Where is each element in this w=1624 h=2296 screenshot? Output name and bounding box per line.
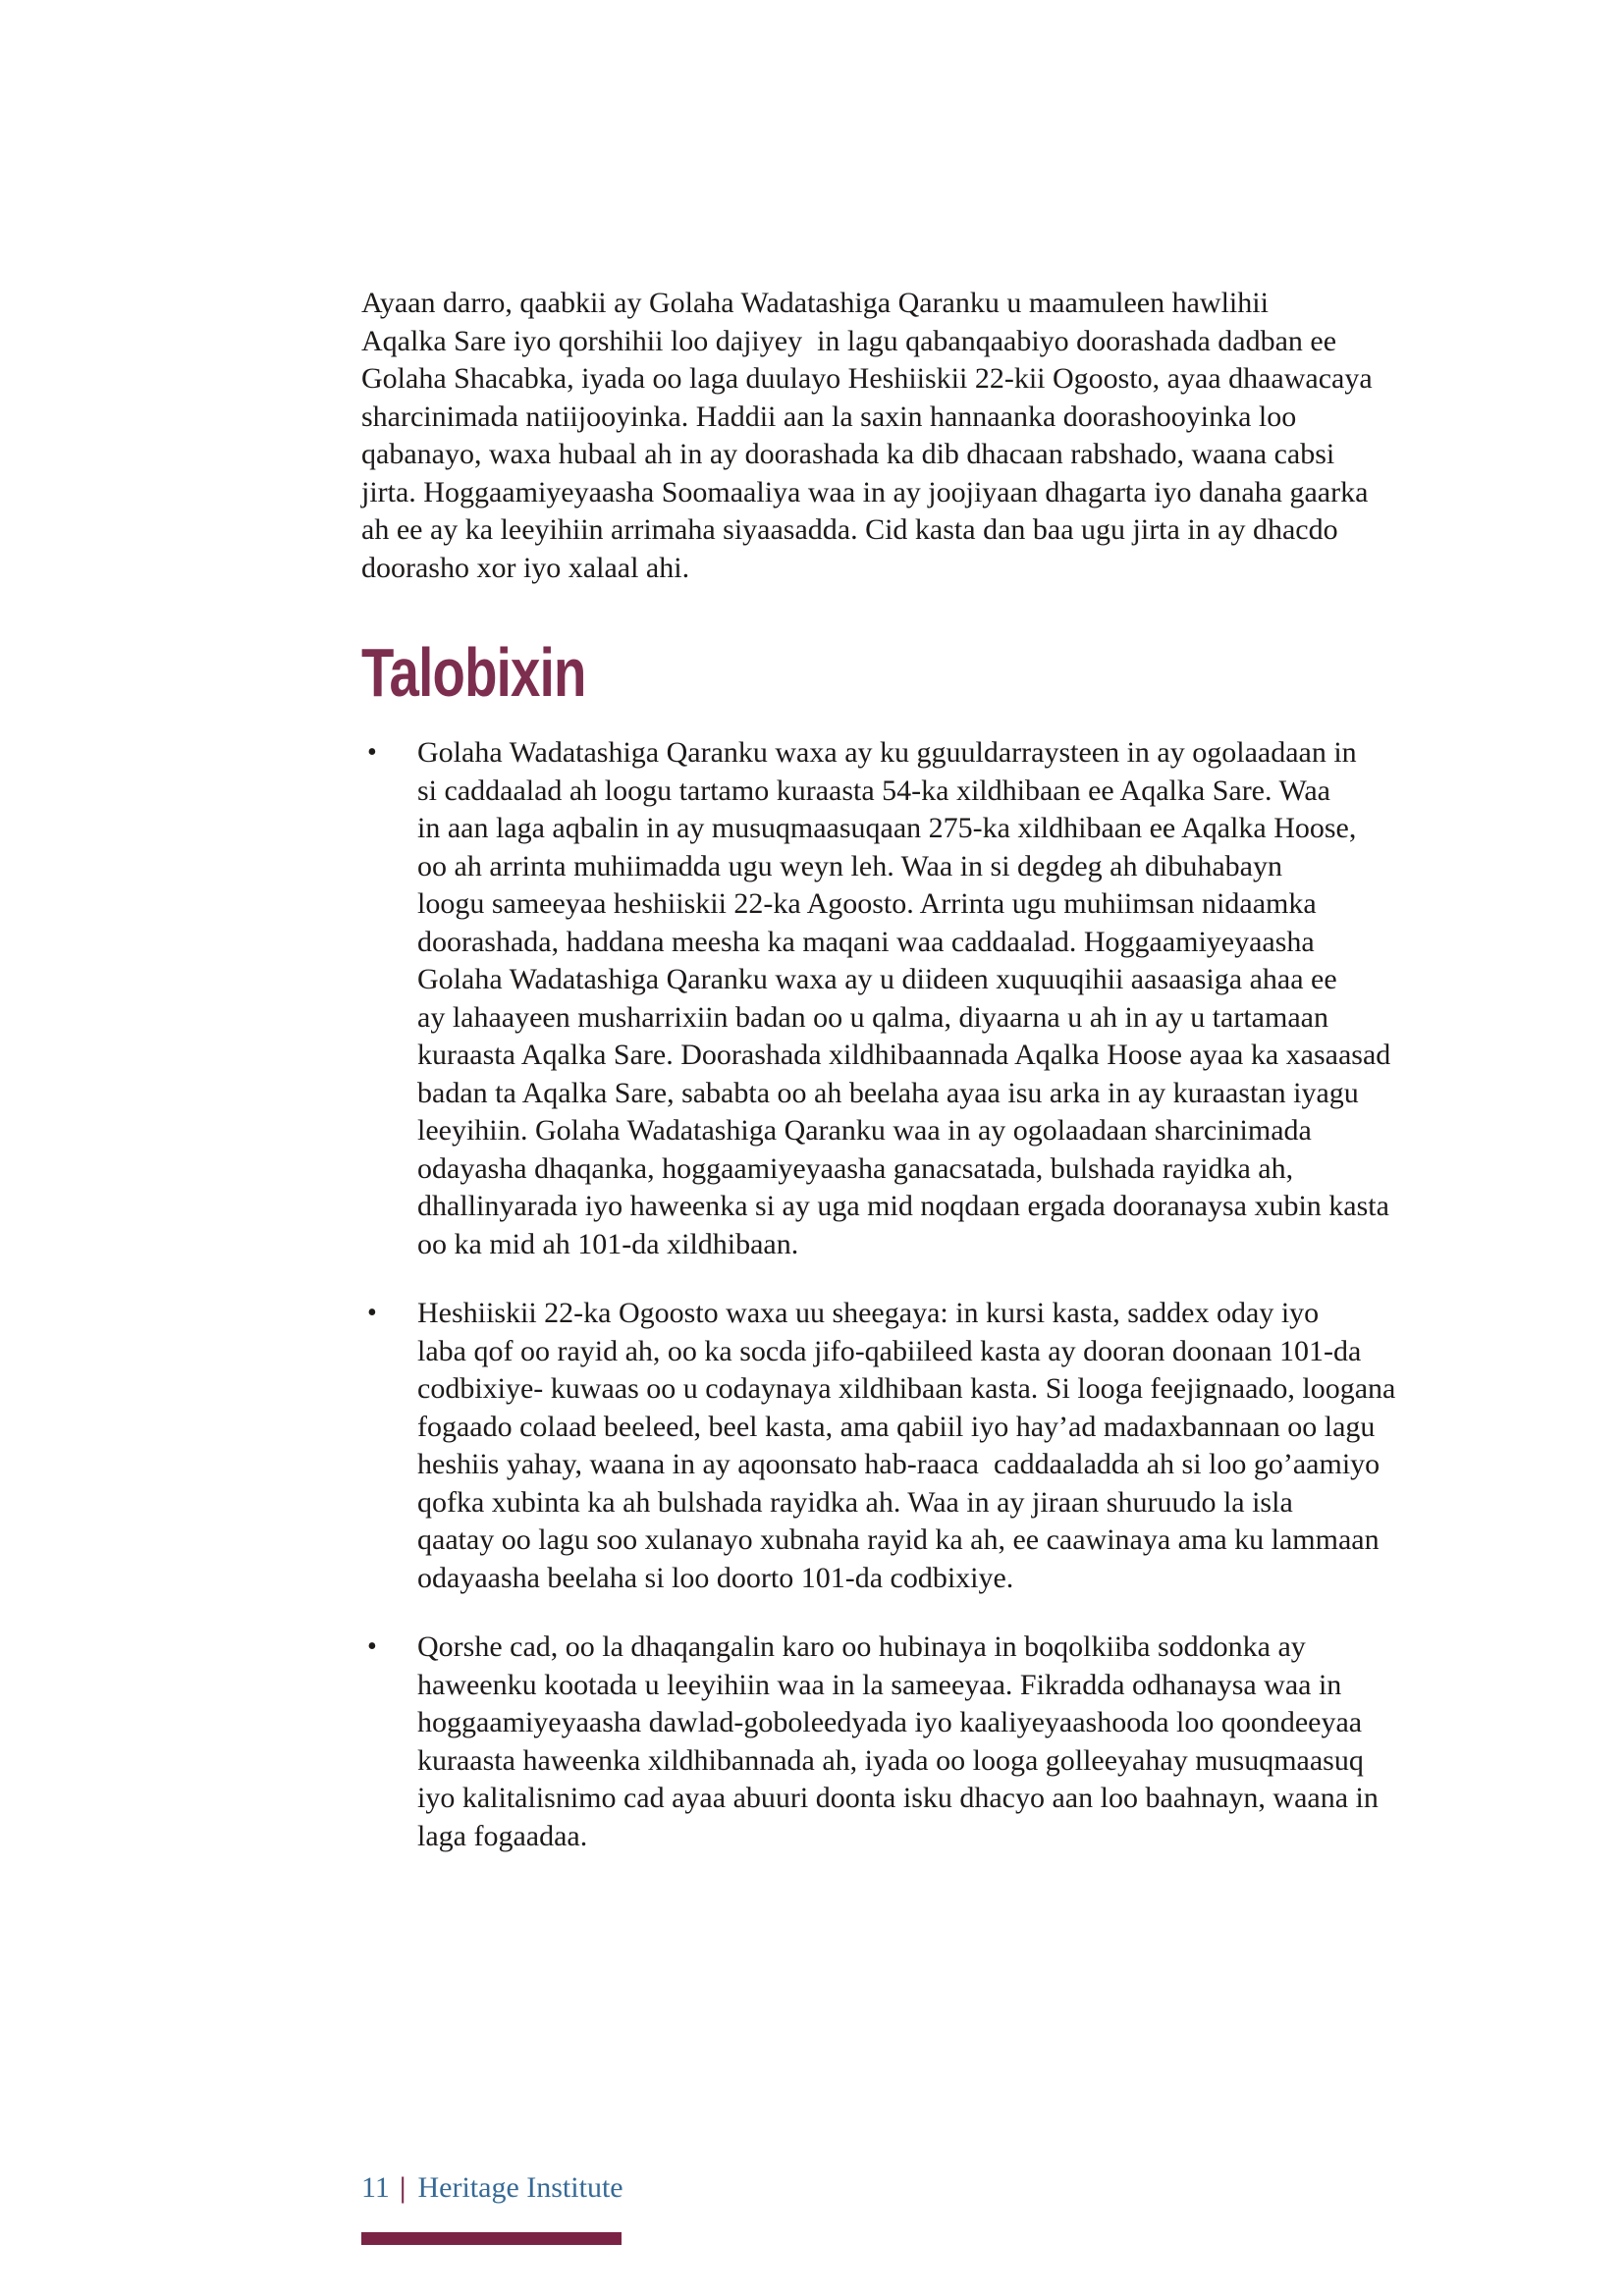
text-line: Golaha Shacabka, iyada oo laga duulayo Heshiiskii 22-kii Ogoosto, ayaa dhaawacaya	[361, 362, 1373, 395]
bullet-item	[361, 1295, 1500, 1597]
text-line: odayaasha beelaha si loo doorto 101-da codbixiye.	[417, 1561, 1014, 1594]
bullet-icon: •	[367, 1631, 377, 1662]
text-line: si caddaalad ah loogu tartamo kuraasta 54-ka xildhibaan ee Aqalka Sare. Waa	[417, 774, 1330, 807]
section-heading-talobixin: Talobixin	[361, 634, 586, 711]
text-line: fogaado colaad beeleed, beel kasta, ama qabiil iyo hay’ad madaxbannaan oo lagu	[417, 1410, 1376, 1443]
text-line: kuraasta Aqalka Sare. Doorashada xildhibaannada Aqalka Hoose ayaa ka xasaasad	[417, 1039, 1391, 1071]
text-line: odayasha dhaqanka, hoggaamiyeyaasha ganacsatada, bulshada rayidka ah,	[417, 1151, 1294, 1185]
footer	[361, 2169, 623, 2207]
text-line: heshiis yahay, waana in ay aqoonsato hab-raaca caddaaladda ah si loo go’aamiyo	[417, 1448, 1380, 1480]
text-line: haweenku kootada u leeyihiin waa in la sameeyaa. Fikradda odhanaysa waa in	[417, 1668, 1342, 1701]
text-line: dhallinyarada iyo haweenka si ay uga mid noqdaan ergada dooranaysa xubin kasta	[417, 1190, 1389, 1222]
text-line: badan ta Aqalka Sare, sababta oo ah beelaha ayaa isu arka in ay kuraastan iyagu	[417, 1076, 1359, 1109]
text-line: loogu sameeyaa heshiiskii 22-ka Agoosto. Arrinta ugu muhiimsan nidaamka	[417, 887, 1317, 920]
bullet-item	[361, 734, 1500, 1263]
bullet-icon: •	[367, 737, 377, 768]
text-line: Heshiiskii 22-ka Ogoosto waxa uu sheegaya: in kursi kasta, saddex oday iyo	[417, 1297, 1320, 1329]
text-line: Ayaan darro, qaabkii ay Golaha Wadatashiga Qaranku u maamuleen hawlihii	[361, 287, 1269, 319]
bullet-icon: •	[367, 1298, 377, 1328]
text-line: Aqalka Sare iyo qorshihii loo dajiyey in lagu qabanqaabiyo doorashada dadban ee	[361, 324, 1337, 357]
text-line: oo ka mid ah 101-da xildhibaan.	[417, 1227, 799, 1260]
bullet-item	[361, 1629, 1500, 1855]
text-line: laba qof oo rayid ah, oo ka socda jifo-qabiileed kasta ay dooran doonaan 101-da	[417, 1334, 1362, 1367]
bullet-text	[417, 1295, 1500, 1597]
text-line: Golaha Wadatashiga Qaranku waxa ay u diideen xuquuqihii aasaasiga ahaa ee	[417, 963, 1337, 995]
text-line: qabanayo, waxa hubaal ah in ay doorashada ka dib dhacaan rabshado, waana cabsi	[361, 438, 1335, 470]
text-line: oo ah arrinta muhiimadda ugu weyn leh. Waa in si degdeg ah dibuhabayn	[417, 849, 1282, 882]
footer-rule-bar	[361, 2232, 622, 2245]
publisher-name: Heritage Institute	[417, 2171, 623, 2204]
text-line: qaatay oo lagu soo xulanayo xubnaha rayid ka ah, ee caawinaya ama ku lammaan	[417, 1523, 1380, 1556]
text-line: qofka xubinta ka ah bulshada rayidka ah. Waa in ay jiraan shuruudo la isla	[417, 1485, 1293, 1519]
text-line: sharcinimada natiijooyinka. Haddii aan la saxin hannaanka doorashooyinka loo	[361, 400, 1297, 433]
text-line: leeyihiin. Golaha Wadatashiga Qaranku waa in ay ogolaadaan sharcinimada	[417, 1114, 1312, 1147]
text-line: Qorshe cad, oo la dhaqangalin karo oo hubinaya in boqolkiiba soddonka ay	[417, 1630, 1306, 1663]
text-line: ah ee ay ka leeyihiin arrimaha siyaasadda. Cid kasta dan baa ugu jirta in ay dhacdo	[361, 513, 1338, 546]
text-line: doorasho xor iyo xalaal ahi.	[361, 551, 690, 584]
text-line: in aan laga aqbalin in ay musuqmaasuqaan 275-ka xildhibaan ee Aqalka Hoose,	[417, 812, 1357, 844]
text-line: iyo kalitalisnimo cad ayaa abuuri doonta isku dhacyo aan loo baahnayn, waana in	[417, 1782, 1379, 1814]
text-line: codbixiye- kuwaas oo u codaynaya xildhibaan kasta. Si looga feejignaado, loogana	[417, 1372, 1396, 1405]
intro-paragraph	[361, 285, 1373, 587]
text-line: ay lahaayeen musharrixiin badan oo u qalma, diyaarna u ah in ay u tartamaan	[417, 1000, 1328, 1034]
text-line: Golaha Wadatashiga Qaranku waxa ay ku gguuldarraysteen in ay ogolaadaan in	[417, 736, 1357, 769]
text-line: kuraasta haweenka xildhibannada ah, iyada oo looga golleeyahay musuqmaasuq	[417, 1743, 1364, 1777]
bullet-text	[417, 1629, 1500, 1855]
text-line: laga fogaadaa.	[417, 1819, 588, 1852]
text-line: hoggaamiyeyaasha dawlad-goboleedyada iyo kaaliyeyaashooda loo qoondeeyaa	[417, 1706, 1363, 1738]
bullet-list	[361, 734, 1500, 1887]
text-line: jirta. Hoggaamiyeyaasha Soomaaliya waa in ay joojiyaan dhagarta iyo danaha gaarka	[361, 475, 1369, 508]
bullet-text	[417, 734, 1500, 1263]
footer-separator: |	[399, 2171, 406, 2204]
text-line: doorashada, haddana meesha ka maqani waa caddaalad. Hoggaamiyeyaasha	[417, 925, 1315, 958]
page-number: 11	[361, 2171, 390, 2204]
